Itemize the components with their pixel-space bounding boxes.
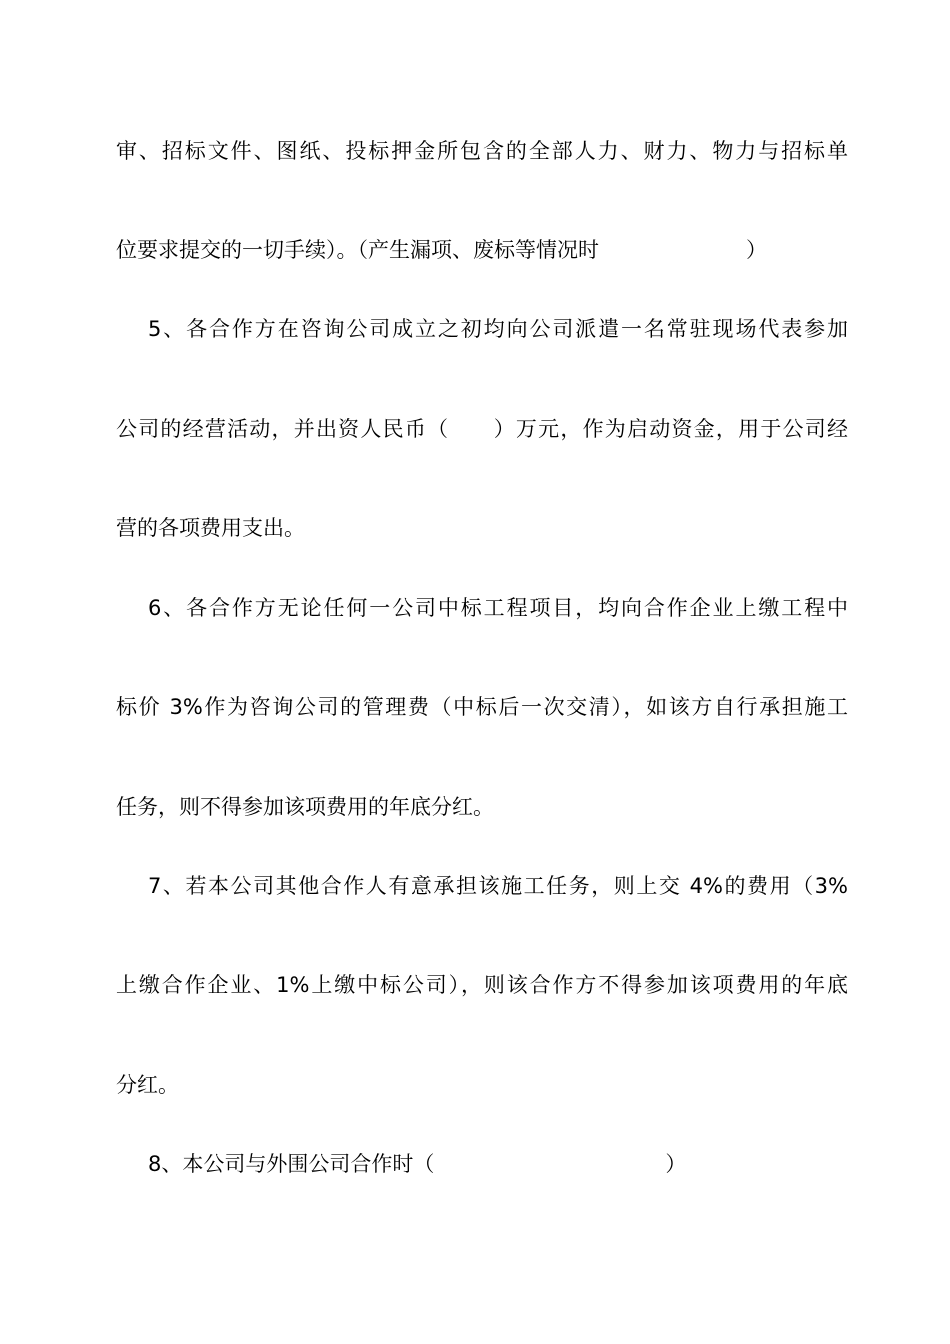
text-line: 任务，则不得参加该项费用的年底分红。 — [116, 795, 494, 819]
text-line: 位要求提交的一切手续）。（产生漏项、废标等情况时 ） — [116, 238, 767, 262]
text-line: 审、招标文件、图纸、投标押金所包含的全部人力、财力、物力与招标单 — [116, 139, 848, 163]
paragraph-6-line: 6、各合作方无论任何一公司中标工程项目，均向合作企业上缴工程中 — [148, 596, 848, 620]
text-line: 营的各项费用支出。 — [116, 516, 305, 540]
text-line: 分红。 — [116, 1073, 179, 1097]
paragraph-7-line: 7、若本公司其他合作人有意承担该施工任务，则上交 4%的费用（3% — [148, 874, 848, 898]
text-line: 上缴合作企业、1%上缴中标公司），则该合作方不得参加该项费用的年底 — [116, 973, 848, 997]
text-line: 公司的经营活动，并出资人民币（ ）万元，作为启动资金，用于公司经 — [116, 417, 848, 441]
text-line: 标价 3%作为咨询公司的管理费（中标后一次交清），如该方自行承担施工 — [116, 695, 848, 719]
paragraph-5-line: 5、各合作方在咨询公司成立之初均向公司派遣一名常驻现场代表参加 — [148, 317, 848, 341]
paragraph-8-line: 8、本公司与外围公司合作时（ ） — [148, 1152, 687, 1176]
